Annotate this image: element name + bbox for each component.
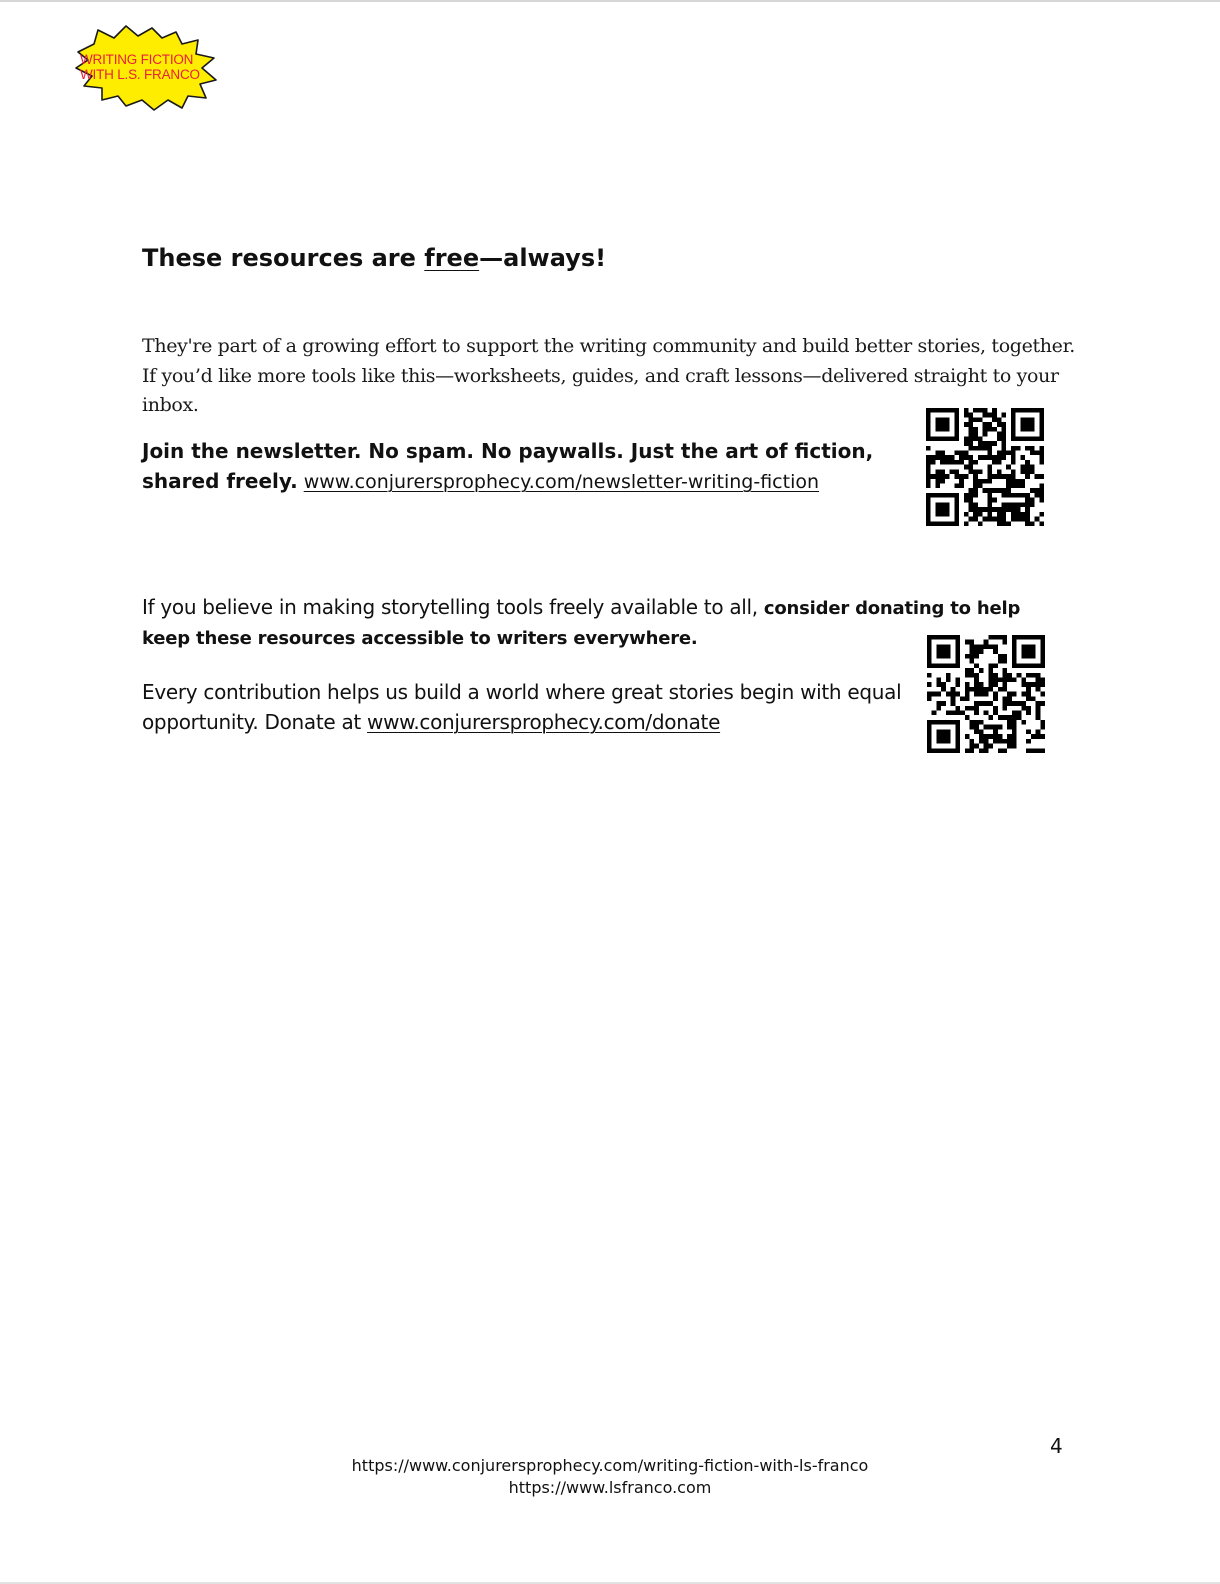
- qr-code-icon: [926, 408, 1044, 526]
- newsletter-link[interactable]: www.conjurersprophecy.com/newsletter-writing-fiction: [303, 471, 820, 493]
- footer-link-conjurersprophecy[interactable]: https://www.conjurersprophecy.com/writing-fiction-with-ls-franco: [351, 1456, 869, 1475]
- donate-link[interactable]: www.conjurersprophecy.com/donate: [367, 710, 721, 734]
- footer-link-lsfranco[interactable]: https://www.lsfranco.com: [508, 1478, 712, 1497]
- page-title: [142, 244, 606, 272]
- intro-paragraph: They're part of a growing effort to support the writing community and build better stories, together. If you’d like more tools like this—worksheets, guides, and craft lessons—delivered straight to your inbox.: [142, 335, 1075, 416]
- page-number: 4: [1050, 1434, 1063, 1458]
- donate-body: Every contribution helps us build a world where great stories begin with equal opportunity. Donate at: [142, 680, 902, 734]
- title-lead: These resources are: [142, 244, 425, 272]
- newsletter-paragraph: [142, 436, 902, 497]
- logo-text: WRITING FICTION WITH L.S. FRANCO: [80, 52, 200, 82]
- title-underlined-word: free: [424, 244, 480, 272]
- newsletter-callout: Join the newsletter. No spam. No paywalls. Just the art of fiction, shared freely.: [142, 439, 874, 493]
- footer: [0, 1455, 1220, 1499]
- qr-code-icon: [927, 635, 1045, 753]
- logo: [74, 22, 220, 112]
- donate-callout: consider donating to help keep these resources accessible to writers everywhere.: [142, 598, 1021, 649]
- donate-lead: If you believe in making storytelling tools freely available to all,: [142, 595, 764, 619]
- page-top-edge: [0, 0, 1220, 2]
- title-tail: —always!: [479, 244, 607, 272]
- donate-paragraph: [142, 677, 902, 737]
- donate-appeal: [142, 593, 1062, 653]
